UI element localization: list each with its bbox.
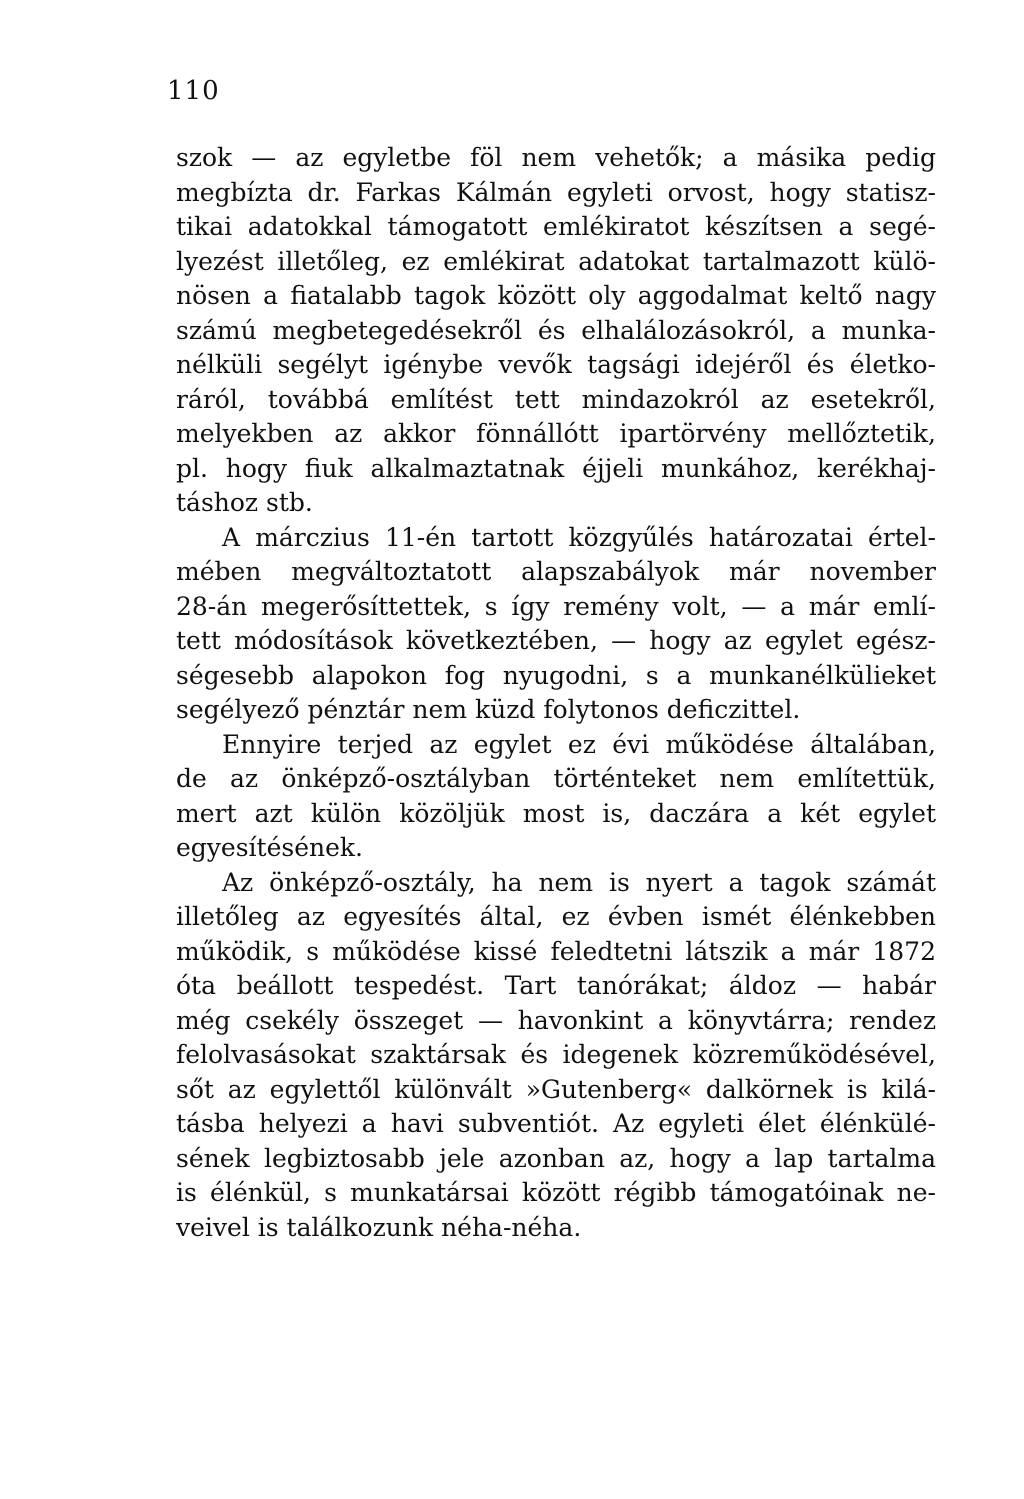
text-line: ségesebb alapokon fog nyugodni, s a munkanélkülieket bbox=[176, 660, 936, 690]
text-line: tett módosítások következtében, — hogy az egylet egész- bbox=[176, 626, 936, 655]
paragraph-first-line: Ennyire terjed az egylet ez évi működése általában, bbox=[222, 729, 936, 759]
text-line: veivel is találkozunk néha-néha. bbox=[176, 1212, 582, 1242]
body-text bbox=[176, 141, 936, 1245]
text-line: felolvasásokat szaktársak és idegenek közreműködésével, bbox=[176, 1040, 936, 1069]
text-line: mert azt külön közöljük most is, daczára a két egylet bbox=[176, 798, 936, 828]
text-line: de az önképző-osztályban történteket nem említettük, bbox=[176, 764, 936, 793]
paragraph-first-line: A márczius 11-én tartott közgyűlés határozatai értel- bbox=[222, 522, 936, 552]
text-line: tikai adatokkal támogatott emlékiratot készítsen a segé- bbox=[176, 212, 936, 241]
text-line: nélküli segélyt igénybe vevők tagsági idejéről és életko- bbox=[176, 350, 936, 379]
text-line: lyezést illetőleg, ez emlékirat adatokat tartalmazott külö- bbox=[176, 246, 936, 276]
text-line: is élénkül, s munkatársai között régibb támogatóinak ne- bbox=[176, 1178, 936, 1207]
text-line: egyesítésének. bbox=[176, 833, 363, 862]
text-line: 28-án megerősíttettek, s így remény volt, — a már emlí- bbox=[176, 591, 936, 621]
text-line: óta beállott tespedést. Tart tanórákat; áldoz — habár bbox=[176, 971, 936, 1000]
text-line: tásba helyezi a havi subventiót. Az egyleti élet élénkülé- bbox=[176, 1109, 936, 1138]
text-line: szok — az egyletbe föl nem vehetők; a másika pedig bbox=[176, 143, 936, 172]
text-line: ráról, továbbá említést tett mindazokról az esetekről, bbox=[176, 384, 936, 414]
text-line: működik, s működése kissé feledtetni látszik a már 1872 bbox=[176, 936, 936, 966]
text-line: segélyező pénztár nem küzd folytonos deficzittel. bbox=[176, 695, 801, 724]
text-line: illetőleg az egyesítés által, ez évben ismét élénkebben bbox=[176, 902, 936, 931]
text-line: még csekély összeget — havonkint a könyvtárra; rendez bbox=[176, 1005, 936, 1035]
text-line: megbízta dr. Farkas Kálmán egyleti orvost, hogy statisz- bbox=[176, 177, 936, 207]
text-line: mében megváltoztatott alapszabályok már november bbox=[176, 557, 936, 586]
text-line: sének legbiztosabb jele azonban az, hogy a lap tartalma bbox=[176, 1143, 936, 1173]
text-line: táshoz stb. bbox=[176, 488, 313, 517]
text-line: számú megbetegedésekről és elhalálozásokról, a munka- bbox=[176, 315, 936, 345]
text-line: nösen a fiatalabb tagok között oly aggodalmat keltő nagy bbox=[176, 281, 936, 310]
text-line: pl. hogy fiuk alkalmaztatnak éjjeli munkához, kerékhaj- bbox=[176, 453, 936, 483]
paragraph-first-line: Az önképző-osztály, ha nem is nyert a tagok számát bbox=[222, 867, 936, 897]
page-number: 110 bbox=[167, 76, 220, 106]
text-line: melyekben az akkor fönnállótt ipartörvény mellőztetik, bbox=[176, 419, 936, 448]
text-line: sőt az egylettől különvált »Gutenberg« dalkörnek is kilá- bbox=[176, 1074, 936, 1104]
